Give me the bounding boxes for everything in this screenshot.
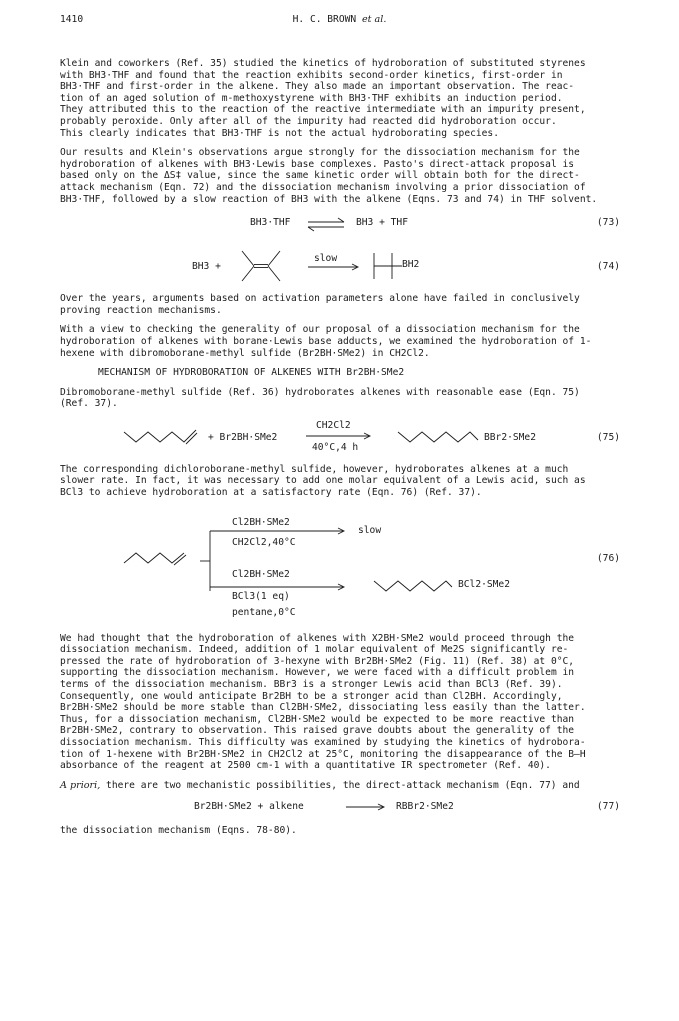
reaction-arrow-icon [304, 432, 374, 440]
text-line: tion of 1-hexene with Br2BH·SMe2 in CH2Cl2 at 25°C, monitoring the disappearance of the B–H [60, 748, 586, 760]
text-line: the dissociation mechanism (Eqns. 78-80). [60, 825, 297, 837]
apriori-italic: A priori, [60, 779, 101, 791]
eq76-product: BCl2·SMe2 [458, 578, 510, 590]
paragraph-dissociation [60, 633, 620, 772]
equation-73 [60, 213, 620, 241]
eq73-right: BH3 + THF [356, 217, 408, 229]
text-line: hydroboration of alkenes with BH3·Lewis base complexes. Pasto's direct-attack proposal is [60, 158, 575, 170]
text-line: terms of the dissociation mechanism. BBr3 is a stronger Lewis acid than BCl3 (Ref. 39). [60, 679, 563, 691]
running-head-etal: et al. [361, 14, 387, 25]
text-line: hexene with dibromoborane-methyl sulfide (Br2BH·SMe2) in CH2Cl2. [60, 347, 430, 359]
eq76-top-note: slow [358, 524, 382, 536]
paragraph-klein [60, 58, 620, 139]
paragraph-dichloroborane [60, 464, 620, 499]
eq75-product: BBr2·SMe2 [484, 431, 536, 443]
text-line: there are two mechanistic possibilities, the direct-attack mechanism (Eqn. 77) and [100, 779, 580, 791]
paragraph-dibromoborane [60, 387, 620, 410]
text-line: hydroboration of alkenes with borane·Lewis base adducts, we examined the hydroboration of 1- [60, 335, 592, 347]
paragraph-activation [60, 293, 620, 316]
text-line: Over the years, arguments based on activation parameters alone have failed in conclusively [60, 293, 580, 305]
text-line: BH3·THF, followed by a slow reaction of BH3 with the alkene (Eqns. 73 and 74) in THF solvent. [60, 193, 598, 205]
hexylborane-structure-icon [372, 577, 452, 597]
text-line: Dibromoborane-methyl sulfide (Ref. 36) hydroborates alkenes with reasonable ease (Eqn. 75) [60, 386, 580, 398]
paragraph-results [60, 147, 620, 205]
text-line: slower rate. In fact, it was necessary to add one molar equivalent of a Lewis acid, such as [60, 475, 586, 487]
eq75-solvent: CH2Cl2 [316, 419, 351, 431]
text-line: pressed the rate of hydroboration of 3-hexyne with Br2BH·SMe2 (Fig. 11) (Ref. 38) at 0°C, [60, 655, 575, 667]
text-line: BCl3 to achieve hydroboration at a satisfactory rate (Eqn. 76) (Ref. 37). [60, 487, 482, 499]
text-line: They attributed this to the reaction of the reactive intermediate with an impurity present, [60, 104, 586, 116]
eq74-number: (74) [596, 261, 620, 273]
page-header [60, 14, 619, 28]
eq76-top-reagent: Cl2BH·SMe2 [232, 516, 290, 528]
hexene-structure-icon [122, 549, 192, 569]
text-line: probably peroxide. Only after all of the impurity had reacted did hydroboration occur. [60, 115, 557, 127]
text-line: Br2BH·SMe2 should be more stable than Cl2BH·SMe2, dissociating less easily than the latter. [60, 702, 586, 714]
page-body [60, 58, 620, 845]
eq74-product: BH2 [402, 259, 420, 271]
text-line: tion of an aged solution of m-methoxystyrene with BH3·THF exhibits an induction period. [60, 92, 563, 104]
text-line: (Ref. 37). [60, 398, 118, 410]
eq76-top-conditions: CH2Cl2,40°C [232, 536, 296, 548]
text-line: We had thought that the hydroboration of alkenes with X2BH·SMe2 would proceed through the [60, 632, 575, 644]
hexylborane-structure-icon [396, 428, 480, 448]
eq77-product: RBBr2·SMe2 [396, 801, 454, 813]
eq75-reagent: + Br2BH·SMe2 [208, 431, 278, 443]
eq75-conditions: 40°C,4 h [312, 441, 359, 453]
reaction-arrow-icon [210, 583, 360, 591]
eq76-bottom-conditions-1: BCl3(1 eq) [232, 590, 290, 602]
paragraph-generality [60, 324, 620, 359]
equation-77 [60, 799, 620, 819]
equilibrium-arrow-icon [304, 215, 350, 235]
eq77-reactants: Br2BH·SMe2 + alkene [194, 801, 304, 813]
equation-75 [60, 418, 620, 458]
text-line: Consequently, one would anticipate Br2BH to be a stronger acid than Cl2BH. Accordingly, [60, 690, 563, 702]
text-line: supporting the dissociation mechanism. However, we were faced with a difficult problem in [60, 667, 575, 679]
eq74-left: BH3 + [192, 261, 221, 273]
text-line: absorbance of the reagent at 2500 cm-1 with a quantitative IR spectrometer (Ref. 40). [60, 760, 551, 772]
eq73-left: BH3·THF [250, 217, 291, 229]
paragraph-apriori [60, 780, 620, 792]
paragraph-final [60, 825, 620, 837]
text-line: This clearly indicates that BH3·THF is not the actual hydroborating species. [60, 127, 499, 139]
eq74-arrow-label: slow [314, 253, 338, 265]
alkene-structure-icon [236, 249, 286, 283]
running-head [60, 14, 619, 26]
text-line: BH3·THF and first-order in the alkene. They also made an important observation. The reac- [60, 81, 575, 93]
text-line: dissociation mechanism. This difficulty was examined by studying the kinetics of hydrobora- [60, 737, 586, 748]
eq76-number: (76) [596, 552, 620, 564]
eq76-bottom-conditions-2: pentane,0°C [232, 606, 296, 618]
equation-76 [60, 507, 620, 618]
text-line: based only on the ΔS‡ value, since the same kinetic order will obtain both for the direct- [60, 170, 580, 182]
reaction-arrow-icon [344, 803, 388, 811]
equation-74 [60, 247, 620, 287]
text-line: attack mechanism (Eqn. 72) and the dissociation mechanism involving a prior dissociation of [60, 181, 586, 193]
section-heading: MECHANISM OF HYDROBORATION OF ALKENES WITH Br2BH·SMe2 [98, 367, 405, 379]
text-line: dissociation mechanism. Indeed, addition of 1 molar equivalent of Me2S significantly re- [60, 644, 569, 656]
text-line: The corresponding dichloroborane-methyl sulfide, however, hydroborates alkenes at a much [60, 463, 569, 475]
text-line: proving reaction mechanisms. [60, 304, 222, 316]
page-number: 1410 [60, 14, 84, 25]
reaction-arrow-icon [306, 263, 362, 271]
text-line: Klein and coworkers (Ref. 35) studied the kinetics of hydroboration of substituted styrenes [60, 58, 586, 69]
alkylborane-structure-icon [370, 251, 404, 281]
eq76-bottom-reagent: Cl2BH·SMe2 [232, 568, 290, 580]
eq75-number: (75) [596, 431, 620, 443]
text-line: Br2BH·SMe2, contrary to observation. This raised grave doubts about the generality of the [60, 725, 575, 737]
running-head-author: H. C. BROWN [292, 14, 357, 25]
eq73-number: (73) [596, 217, 620, 229]
eq77-number: (77) [596, 801, 620, 813]
text-line: With a view to checking the generality of our proposal of a dissociation mechanism for the [60, 324, 580, 336]
hexene-structure-icon [122, 428, 198, 448]
text-line: with BH3·THF and found that the reaction exhibits second-order kinetics, first-order in [60, 69, 563, 81]
text-line: Our results and Klein's observations argue strongly for the dissociation mechanism for the [60, 147, 580, 159]
text-line: Thus, for a dissociation mechanism, Cl2BH·SMe2 would be expected to be more reactive than [60, 713, 575, 725]
